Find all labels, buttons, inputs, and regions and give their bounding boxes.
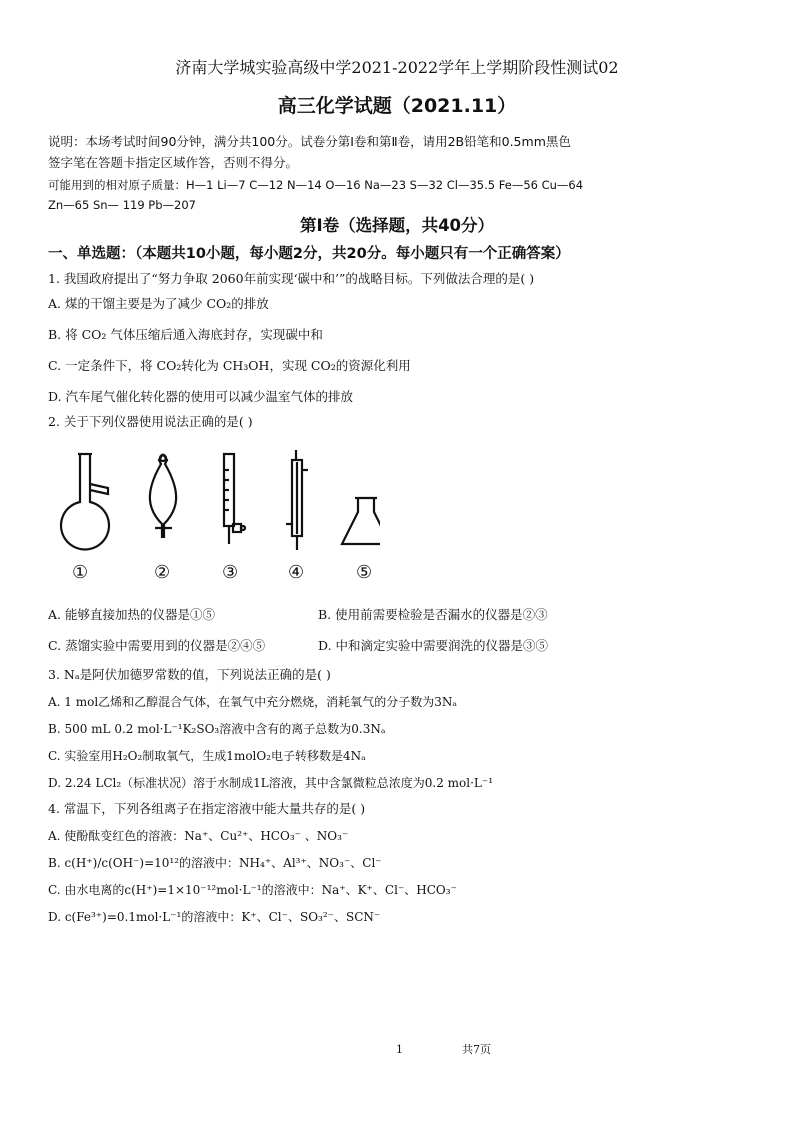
page-title: 高三化学试题（2021.11） xyxy=(277,95,517,117)
q3-option-d: D. 2.24 LCl₂（标准状况）溶于水制成1L溶液，其中含氯微粒总浓度为0.2 mol·L⁻¹ xyxy=(48,776,494,790)
q4-option-a: A. 使酚酞变红色的溶液：Na⁺、Cu²⁺、HCO₃⁻ 、NO₃⁻ xyxy=(48,829,349,843)
q1-option-a: A. 煤的干馏主要是为了减少 CO₂的排放 xyxy=(48,296,269,311)
apparatus-label-1: ① xyxy=(72,562,89,583)
condenser-icon xyxy=(286,450,308,550)
q2-option-b: B. 使用前需要检验是否漏水的仪器是②③ xyxy=(318,607,548,622)
q2-option-d: D. 中和滴定实验中需要润洗的仪器是③⑤ xyxy=(318,638,549,653)
q3-stem: 3. Nₐ是阿伏加德罗常数的值，下列说法正确的是( ) xyxy=(48,667,331,682)
q4-option-c: C. 由水电离的c(H⁺)=1×10⁻¹²mol·L⁻¹的溶液中：Na⁺、K⁺、Cl⁻、HCO₃⁻ xyxy=(48,883,457,897)
instructions-line-2: 签字笔在答题卡指定区域作答，否则不得分。 xyxy=(48,155,299,170)
q1-option-b: B. 将 CO₂ 气体压缩后通入海底封存，实现碳中和 xyxy=(48,327,323,342)
acid-burette-icon xyxy=(224,454,245,544)
apparatus-label-4: ④ xyxy=(288,562,305,583)
q1-option-d: D. 汽车尾气催化转化器的使用可以减少温室气体的排放 xyxy=(48,389,354,404)
apparatus-label-5: ⑤ xyxy=(356,562,373,583)
section-title: 第Ⅰ卷（选择题，共40分） xyxy=(299,216,495,235)
atomic-mass-line-1: 可能用到的相对原子质量：H—1 Li—7 C—12 N—14 O—16 Na—23 S—32 Cl—35.5 Fe—56 Cu—64 xyxy=(48,178,584,192)
q2-option-c: C. 蒸馏实验中需要用到的仪器是②④⑤ xyxy=(48,638,266,653)
total-pages: 共7页 xyxy=(462,1043,491,1056)
page-number: 1 xyxy=(396,1043,403,1056)
q4-stem: 4. 常温下，下列各组离子在指定溶液中能大量共存的是( ) xyxy=(48,801,366,816)
apparatus-label-2: ② xyxy=(154,562,171,583)
distillation-flask-icon xyxy=(61,454,109,549)
conical-flask-icon xyxy=(342,498,380,544)
q4-option-b: B. c(H⁺)/c(OH⁻)=10¹²的溶液中：NH₄⁺、Al³⁺、NO₃⁻、Cl⁻ xyxy=(48,856,382,870)
q2-stem: 2. 关于下列仪器使用说法正确的是( ) xyxy=(48,414,253,429)
q1-stem: 1. 我国政府提出了“努力争取 2060年前实现‘碳中和’”的战略目标。下列做法合理的是( ) xyxy=(48,271,535,286)
atomic-mass-line-2: Zn—65 Sn— 119 Pb—207 xyxy=(48,198,196,212)
q1-option-c: C. 一定条件下，将 CO₂转化为 CH₃OH，实现 CO₂的资源化利用 xyxy=(48,358,411,373)
separatory-funnel-icon xyxy=(150,454,176,538)
apparatus-label-3: ③ xyxy=(222,562,239,583)
q4-option-d: D. c(Fe³⁺)=0.1mol·L⁻¹的溶液中：K⁺、Cl⁻、SO₃²⁻、SCN⁻ xyxy=(48,910,381,924)
q3-option-a: A. 1 mol乙烯和乙醇混合气体，在氧气中充分燃烧，消耗氧气的分子数为3Nₐ xyxy=(48,695,457,709)
q2-option-a: A. 能够直接加热的仪器是①⑤ xyxy=(48,607,215,622)
instructions-line-1: 说明：本场考试时间90分钟，满分共100分。试卷分第Ⅰ卷和第Ⅱ卷，请用2B铅笔和0.5mm黑色 xyxy=(48,134,571,149)
q3-option-b: B. 500 mL 0.2 mol·L⁻¹K₂SO₃溶液中含有的离子总数为0.3Nₐ xyxy=(48,722,386,736)
school-header: 济南大学城实验高级中学2021-2022学年上学期阶段性测试02 xyxy=(175,58,619,77)
apparatus-figure xyxy=(50,450,380,560)
part-heading: 一、单选题：（本题共10小题，每小题2分，共20分。每小题只有一个正确答案） xyxy=(48,246,570,262)
q3-option-c: C. 实验室用H₂O₂制取氧气，生成1molO₂电子转移数是4Nₐ xyxy=(48,749,366,763)
